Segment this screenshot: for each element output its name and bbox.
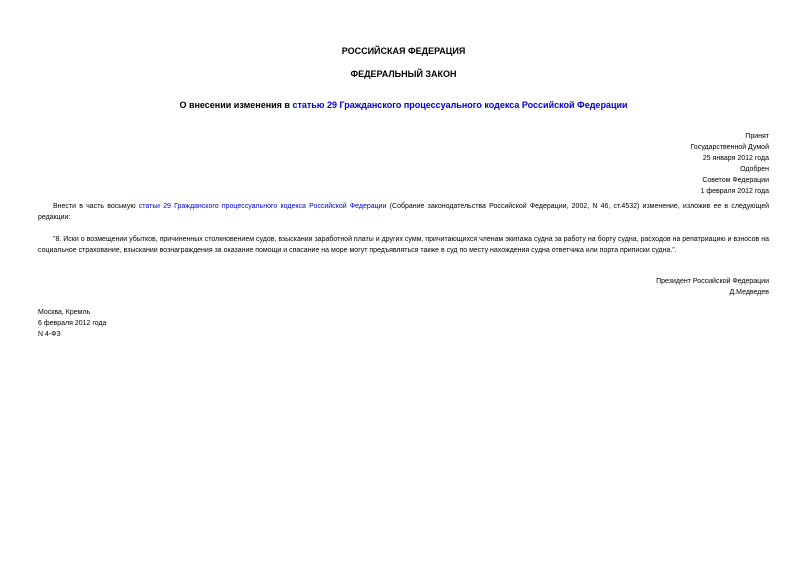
adoption-line-council: Советом Федерации: [702, 177, 769, 184]
law-type-heading: ФЕДЕРАЛЬНЫЙ ЗАКОН: [350, 69, 457, 79]
adoption-line-adopted: Принят: [745, 133, 769, 140]
adoption-line-approved: Одобрен: [740, 166, 769, 173]
place-date-block: [38, 307, 238, 340]
amendment-suffix: (Собрание законодательства Российской Федерации, 2002, N 46, ст.4532) изменение, изложив ее в следующей редакции:: [38, 203, 769, 221]
amendment-prefix: Внести в часть восьмую: [53, 203, 139, 210]
signing-date: 6 февраля 2012 года: [38, 320, 107, 327]
article-link[interactable]: статьи 29 Гражданского процессуального кодекса Российской Федерации: [138, 203, 387, 210]
law-number: N 4-ФЗ: [38, 331, 61, 338]
country-heading: РОССИЙСКАЯ ФЕДЕРАЦИЯ: [341, 46, 466, 56]
law-title-link[interactable]: статью 29 Гражданского процессуального кодекса Российской Федерации: [292, 100, 628, 110]
adoption-line-duma-date: 25 января 2012 года: [702, 155, 769, 162]
law-title: [0, 100, 807, 111]
adoption-line-council-date: 1 февраля 2012 года: [700, 188, 769, 195]
signing-place: Москва, Кремль: [38, 309, 91, 316]
amendment-paragraph: [38, 201, 769, 223]
new-wording-paragraph: "8. Иски о возмещении убытков, причиненных столкновением судов, взыскании заработной платы и других сумм, причитающихся членам экипажа судна за работу на борту судна, расходов на репатриацию и взносов на социальное страхование, взыскании вознаграждения за оказание помощи и спасание на море могут предъявляться также в суд по месту нахождения судна ответчика или порта приписки судна.".: [38, 236, 769, 254]
signature-block: [549, 276, 769, 298]
adoption-block: [569, 131, 769, 197]
law-title-prefix: О внесении изменения в: [179, 100, 293, 110]
adoption-line-duma: Государственной Думой: [690, 144, 769, 151]
signatory-position: Президент Российской Федерации: [656, 278, 769, 285]
signatory-name: Д.Медведев: [729, 289, 769, 296]
